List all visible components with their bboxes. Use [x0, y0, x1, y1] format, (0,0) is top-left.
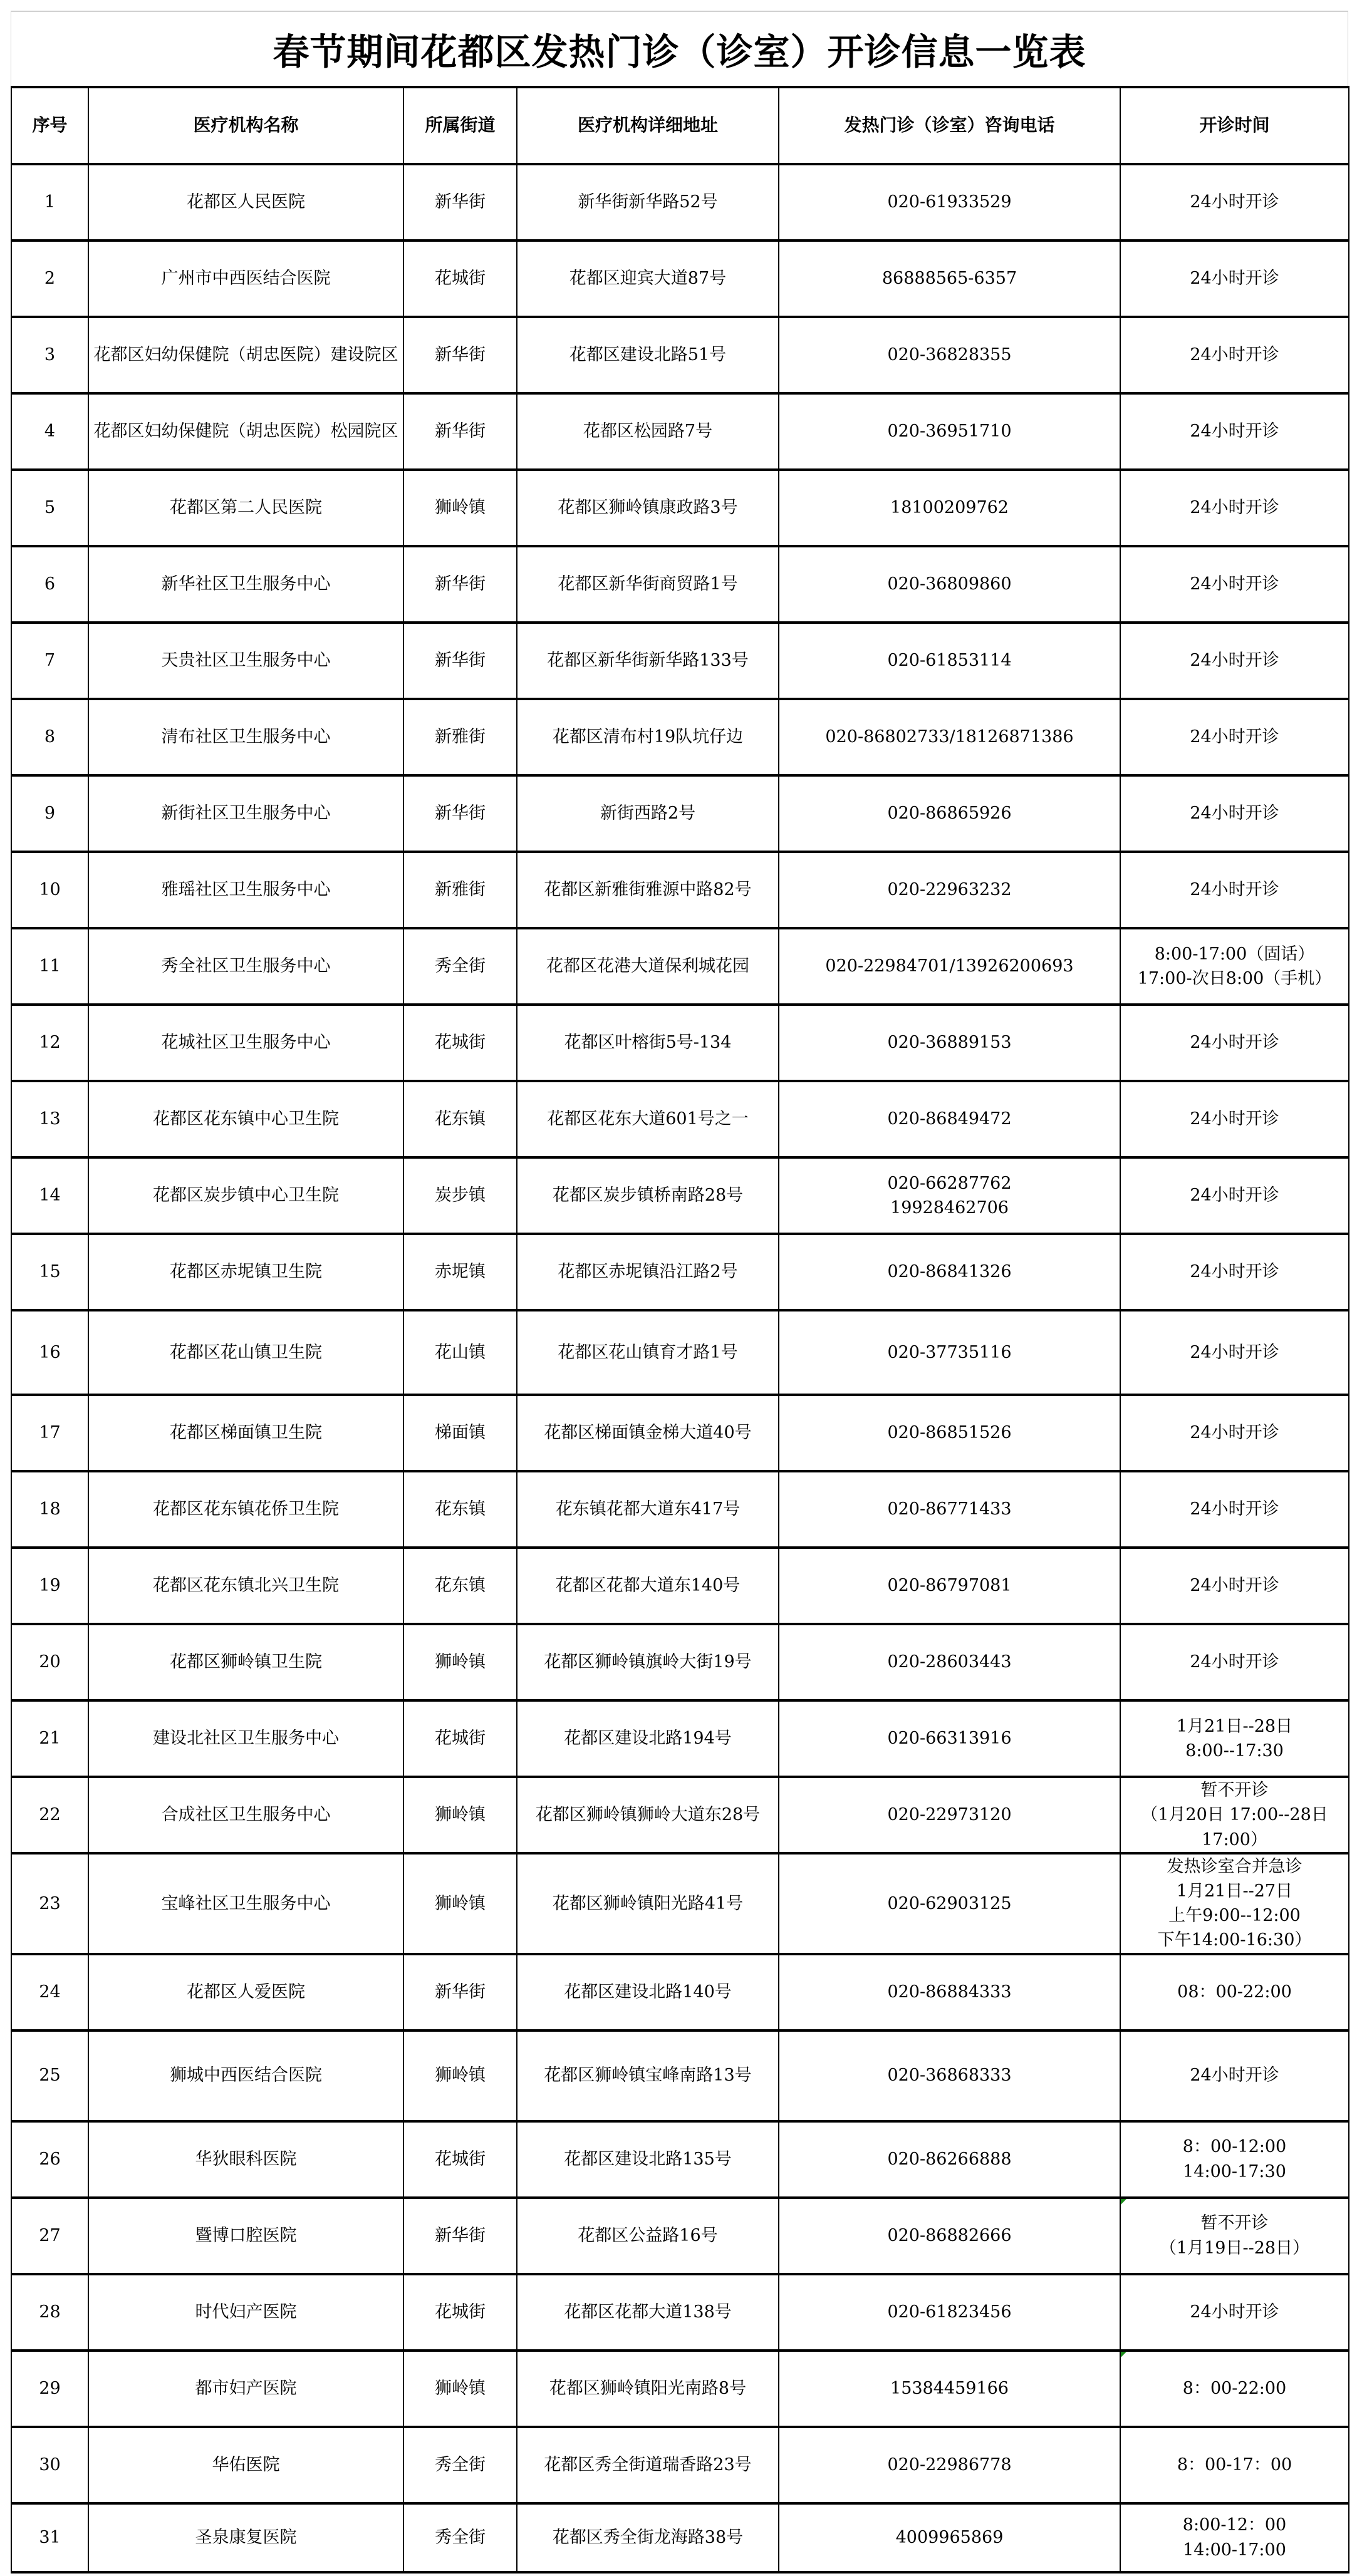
cell-phone: 020-66313916: [779, 1700, 1120, 1777]
cell-name: 花城社区卫生服务中心: [88, 1005, 403, 1081]
table-row: [11, 317, 1349, 393]
cell-street: 花城街: [403, 2121, 517, 2198]
cell-address: 花都区炭步镇桥南路28号: [517, 1157, 779, 1234]
header-phone: 发热门诊（诊室）咨询电话: [779, 87, 1120, 164]
cell-hours: 24小时开诊: [1120, 241, 1349, 317]
cell-address: 花都区花山镇育才路1号: [517, 1310, 779, 1395]
cell-index: 25: [11, 2030, 88, 2121]
cell-street: 狮岭镇: [403, 2351, 517, 2427]
header-row: [11, 87, 1349, 164]
cell-phone: 020-36828355: [779, 317, 1120, 393]
cell-hours: 24小时开诊: [1120, 1395, 1349, 1471]
cell-index: 3: [11, 317, 88, 393]
cell-index: 31: [11, 2503, 88, 2572]
cell-index: 13: [11, 1081, 88, 1157]
cell-name: 都市妇产医院: [88, 2351, 403, 2427]
cell-phone: 020-36868333: [779, 2030, 1120, 2121]
cell-address: 花东镇花都大道东417号: [517, 1471, 779, 1548]
cell-index: 6: [11, 546, 88, 623]
cell-address: 花都区狮岭镇宝峰南路13号: [517, 2030, 779, 2121]
table-row: [11, 852, 1349, 928]
cell-address: 新华街新华路52号: [517, 164, 779, 241]
page-title: 春节期间花都区发热门诊（诊室）开诊信息一览表: [273, 31, 1086, 73]
table-row: [11, 699, 1349, 775]
cell-street: 新华街: [403, 1954, 517, 2030]
cell-index: 1: [11, 164, 88, 241]
cell-index: 5: [11, 470, 88, 546]
table-row: [11, 164, 1349, 241]
cell-hours: 8：00-17：00: [1120, 2427, 1349, 2503]
cell-index: 10: [11, 852, 88, 928]
cell-name: 花都区花东镇中心卫生院: [88, 1081, 403, 1157]
cell-address: 花都区花都大道138号: [517, 2274, 779, 2351]
cell-name: 花都区第二人民医院: [88, 470, 403, 546]
cell-phone: 020-86802733/18126871386: [779, 699, 1120, 775]
cell-name: 花都区狮岭镇卫生院: [88, 1624, 403, 1700]
cell-address: 花都区狮岭镇旗岭大街19号: [517, 1624, 779, 1700]
cell-address: 花都区建设北路140号: [517, 1954, 779, 2030]
cell-index: 30: [11, 2427, 88, 2503]
spreadsheet: [11, 11, 1348, 2573]
cell-address: 花都区狮岭镇康政路3号: [517, 470, 779, 546]
cell-street: 花城街: [403, 241, 517, 317]
cell-phone: 020-36889153: [779, 1005, 1120, 1081]
table-row: [11, 2198, 1349, 2274]
cell-phone: 020-37735116: [779, 1310, 1120, 1395]
cell-phone: 020-86266888: [779, 2121, 1120, 2198]
cell-street: 新雅街: [403, 699, 517, 775]
cell-street: 新雅街: [403, 852, 517, 928]
cell-index: 11: [11, 928, 88, 1005]
cell-street: 花东镇: [403, 1548, 517, 1624]
table-row: [11, 393, 1349, 470]
cell-hours: 24小时开诊: [1120, 1005, 1349, 1081]
cell-name: 花都区妇幼保健院（胡忠医院）建设院区: [88, 317, 403, 393]
cell-hours: 24小时开诊: [1120, 546, 1349, 623]
cell-street: 新华街: [403, 775, 517, 852]
cell-phone: 020-36951710: [779, 393, 1120, 470]
cell-hours: 24小时开诊: [1120, 699, 1349, 775]
cell-name: 圣泉康复医院: [88, 2503, 403, 2572]
cell-name: 华狄眼科医院: [88, 2121, 403, 2198]
clinic-table: [11, 86, 1349, 2573]
cell-hours: 24小时开诊: [1120, 2030, 1349, 2121]
cell-name: 广州市中西医结合医院: [88, 241, 403, 317]
table-row: [11, 1777, 1349, 1853]
cell-name: 宝峰社区卫生服务中心: [88, 1853, 403, 1954]
table-row: [11, 2503, 1349, 2572]
cell-hours: 24小时开诊: [1120, 1234, 1349, 1310]
cell-address: 花都区狮岭镇阳光南路8号: [517, 2351, 779, 2427]
cell-address: 新街西路2号: [517, 775, 779, 852]
table-row: [11, 1700, 1349, 1777]
cell-phone: 020-62903125: [779, 1853, 1120, 1954]
cell-address: 花都区赤坭镇沿江路2号: [517, 1234, 779, 1310]
cell-address: 花都区狮岭镇阳光路41号: [517, 1853, 779, 1954]
cell-address: 花都区花都大道东140号: [517, 1548, 779, 1624]
cell-index: 17: [11, 1395, 88, 1471]
cell-address: 花都区松园路7号: [517, 393, 779, 470]
comment-marker-icon: [1121, 2199, 1126, 2205]
table-row: [11, 1157, 1349, 1234]
table-row: [11, 1081, 1349, 1157]
cell-street: 花城街: [403, 1700, 517, 1777]
table-row: [11, 2427, 1349, 2503]
table-row: [11, 1624, 1349, 1700]
cell-address: 花都区公益路16号: [517, 2198, 779, 2274]
cell-index: 8: [11, 699, 88, 775]
table-row: [11, 1954, 1349, 2030]
cell-address: 花都区狮岭镇狮岭大道东28号: [517, 1777, 779, 1853]
title-cell: [11, 11, 1348, 86]
cell-address: 花都区新华街商贸路1号: [517, 546, 779, 623]
cell-phone: 020-86841326: [779, 1234, 1120, 1310]
table-row: [11, 546, 1349, 623]
cell-name: 花都区炭步镇中心卫生院: [88, 1157, 403, 1234]
cell-street: 花东镇: [403, 1081, 517, 1157]
cell-index: 24: [11, 1954, 88, 2030]
cell-address: 花都区清布村19队坑仔边: [517, 699, 779, 775]
cell-hours: 8：00-12:00 14:00-17:30: [1120, 2121, 1349, 2198]
cell-phone: 020-61853114: [779, 623, 1120, 699]
cell-hours: 24小时开诊: [1120, 1310, 1349, 1395]
cell-address: 花都区花东大道601号之一: [517, 1081, 779, 1157]
cell-hours: 24小时开诊: [1120, 852, 1349, 928]
cell-street: 狮岭镇: [403, 1777, 517, 1853]
cell-hours: 24小时开诊: [1120, 775, 1349, 852]
table-row: [11, 1310, 1349, 1395]
cell-address: 花都区梯面镇金梯大道40号: [517, 1395, 779, 1471]
cell-name: 花都区梯面镇卫生院: [88, 1395, 403, 1471]
cell-phone: 020-86865926: [779, 775, 1120, 852]
cell-index: 29: [11, 2351, 88, 2427]
cell-name: 天贵社区卫生服务中心: [88, 623, 403, 699]
cell-index: 26: [11, 2121, 88, 2198]
cell-address: 花都区花港大道保利城花园: [517, 928, 779, 1005]
cell-street: 花城街: [403, 1005, 517, 1081]
cell-hours: 24小时开诊: [1120, 1624, 1349, 1700]
cell-address: 花都区建设北路135号: [517, 2121, 779, 2198]
header-street: 所属街道: [403, 87, 517, 164]
cell-street: 秀全街: [403, 2427, 517, 2503]
cell-index: 14: [11, 1157, 88, 1234]
cell-hours: 1月21日--28日 8:00--17:30: [1120, 1700, 1349, 1777]
table-row: [11, 928, 1349, 1005]
cell-name: 花都区花山镇卫生院: [88, 1310, 403, 1395]
cell-street: 花东镇: [403, 1471, 517, 1548]
cell-name: 花都区花东镇花侨卫生院: [88, 1471, 403, 1548]
cell-phone: 020-66287762 19928462706: [779, 1157, 1120, 1234]
cell-phone: 15384459166: [779, 2351, 1120, 2427]
cell-phone: 020-22984701/13926200693: [779, 928, 1120, 1005]
table-row: [11, 470, 1349, 546]
cell-street: 花城街: [403, 2274, 517, 2351]
cell-index: 7: [11, 623, 88, 699]
cell-street: 炭步镇: [403, 1157, 517, 1234]
cell-street: 新华街: [403, 317, 517, 393]
cell-name: 秀全社区卫生服务中心: [88, 928, 403, 1005]
table-row: [11, 1548, 1349, 1624]
cell-index: 2: [11, 241, 88, 317]
cell-name: 合成社区卫生服务中心: [88, 1777, 403, 1853]
table-row: [11, 623, 1349, 699]
cell-street: 狮岭镇: [403, 470, 517, 546]
cell-phone: 020-86851526: [779, 1395, 1120, 1471]
cell-address: 花都区新雅街雅源中路82号: [517, 852, 779, 928]
cell-phone: 020-86797081: [779, 1548, 1120, 1624]
cell-index: 20: [11, 1624, 88, 1700]
cell-hours: 24小时开诊: [1120, 1157, 1349, 1234]
cell-name: 花都区人民医院: [88, 164, 403, 241]
cell-index: 18: [11, 1471, 88, 1548]
cell-street: 新华街: [403, 393, 517, 470]
cell-address: 花都区新华街新华路133号: [517, 623, 779, 699]
cell-phone: 020-61823456: [779, 2274, 1120, 2351]
cell-street: 秀全街: [403, 2503, 517, 2572]
cell-hours: 24小时开诊: [1120, 393, 1349, 470]
cell-phone: 020-22963232: [779, 852, 1120, 928]
cell-name: 狮城中西医结合医院: [88, 2030, 403, 2121]
cell-phone: 020-36809860: [779, 546, 1120, 623]
cell-phone: 020-86882666: [779, 2198, 1120, 2274]
cell-street: 赤坭镇: [403, 1234, 517, 1310]
table-row: [11, 2351, 1349, 2427]
cell-address: 花都区建设北路51号: [517, 317, 779, 393]
cell-hours: 24小时开诊: [1120, 2274, 1349, 2351]
cell-name: 花都区人爱医院: [88, 1954, 403, 2030]
cell-name: 清布社区卫生服务中心: [88, 699, 403, 775]
table-row: [11, 241, 1349, 317]
cell-hours: 24小时开诊: [1120, 1471, 1349, 1548]
table-row: [11, 775, 1349, 852]
cell-name: 花都区妇幼保健院（胡忠医院）松园院区: [88, 393, 403, 470]
cell-street: 狮岭镇: [403, 1624, 517, 1700]
cell-index: 9: [11, 775, 88, 852]
header-hours: 开诊时间: [1120, 87, 1349, 164]
table-row: [11, 1395, 1349, 1471]
cell-index: 21: [11, 1700, 88, 1777]
cell-name: 花都区赤坭镇卫生院: [88, 1234, 403, 1310]
cell-index: 16: [11, 1310, 88, 1395]
cell-name: 华佑医院: [88, 2427, 403, 2503]
cell-address: 花都区建设北路194号: [517, 1700, 779, 1777]
cell-hours: 24小时开诊: [1120, 470, 1349, 546]
table-row: [11, 1853, 1349, 1954]
cell-name: 暨博口腔医院: [88, 2198, 403, 2274]
header-index: 序号: [11, 87, 88, 164]
cell-hours: 发热诊室合并急诊 1月21日--27日 上午9:00--12:00 下午14:00-16:30）: [1120, 1853, 1349, 1954]
cell-hours: 8：00-22:00: [1120, 2351, 1349, 2427]
cell-phone: 020-22986778: [779, 2427, 1120, 2503]
cell-phone: 020-61933529: [779, 164, 1120, 241]
cell-address: 花都区迎宾大道87号: [517, 241, 779, 317]
cell-street: 狮岭镇: [403, 2030, 517, 2121]
cell-name: 花都区花东镇北兴卫生院: [88, 1548, 403, 1624]
header-name: 医疗机构名称: [88, 87, 403, 164]
cell-phone: 4009965869: [779, 2503, 1120, 2572]
cell-phone: 86888565-6357: [779, 241, 1120, 317]
cell-name: 新街社区卫生服务中心: [88, 775, 403, 852]
cell-hours: 8:00-17:00（固话） 17:00-次日8:00（手机）: [1120, 928, 1349, 1005]
cell-index: 27: [11, 2198, 88, 2274]
cell-phone: 020-86771433: [779, 1471, 1120, 1548]
cell-hours: 暂不开诊 （1月19日--28日）: [1120, 2198, 1349, 2274]
cell-address: 花都区秀全街道瑞香路23号: [517, 2427, 779, 2503]
cell-name: 时代妇产医院: [88, 2274, 403, 2351]
cell-phone: 020-86884333: [779, 1954, 1120, 2030]
cell-phone: 020-22973120: [779, 1777, 1120, 1853]
cell-street: 新华街: [403, 2198, 517, 2274]
table-row: [11, 2030, 1349, 2121]
cell-street: 新华街: [403, 164, 517, 241]
cell-street: 秀全街: [403, 928, 517, 1005]
cell-street: 狮岭镇: [403, 1853, 517, 1954]
header-address: 医疗机构详细地址: [517, 87, 779, 164]
cell-street: 新华街: [403, 623, 517, 699]
cell-phone: 18100209762: [779, 470, 1120, 546]
cell-index: 23: [11, 1853, 88, 1954]
cell-address: 花都区秀全街龙海路38号: [517, 2503, 779, 2572]
cell-index: 15: [11, 1234, 88, 1310]
table-row: [11, 1005, 1349, 1081]
cell-street: 花山镇: [403, 1310, 517, 1395]
cell-name: 建设北社区卫生服务中心: [88, 1700, 403, 1777]
cell-index: 28: [11, 2274, 88, 2351]
cell-hours: 08：00-22:00: [1120, 1954, 1349, 2030]
cell-hours: 24小时开诊: [1120, 623, 1349, 699]
cell-hours: 暂不开诊 （1月20日 17:00--28日 17:00）: [1120, 1777, 1349, 1853]
cell-hours: 24小时开诊: [1120, 317, 1349, 393]
table-row: [11, 2121, 1349, 2198]
cell-hours: 24小时开诊: [1120, 164, 1349, 241]
table-row: [11, 1234, 1349, 1310]
cell-street: 新华街: [403, 546, 517, 623]
cell-name: 雅瑶社区卫生服务中心: [88, 852, 403, 928]
cell-phone: 020-86849472: [779, 1081, 1120, 1157]
cell-street: 梯面镇: [403, 1395, 517, 1471]
table-row: [11, 1471, 1349, 1548]
cell-index: 19: [11, 1548, 88, 1624]
cell-address: 花都区叶榕街5号-134: [517, 1005, 779, 1081]
cell-index: 22: [11, 1777, 88, 1853]
cell-hours: 24小时开诊: [1120, 1548, 1349, 1624]
cell-hours: 8:00-12：00 14:00-17:00: [1120, 2503, 1349, 2572]
comment-marker-icon: [1121, 2352, 1126, 2357]
cell-phone: 020-28603443: [779, 1624, 1120, 1700]
cell-hours: 24小时开诊: [1120, 1081, 1349, 1157]
cell-index: 12: [11, 1005, 88, 1081]
table-row: [11, 2274, 1349, 2351]
cell-name: 新华社区卫生服务中心: [88, 546, 403, 623]
cell-index: 4: [11, 393, 88, 470]
